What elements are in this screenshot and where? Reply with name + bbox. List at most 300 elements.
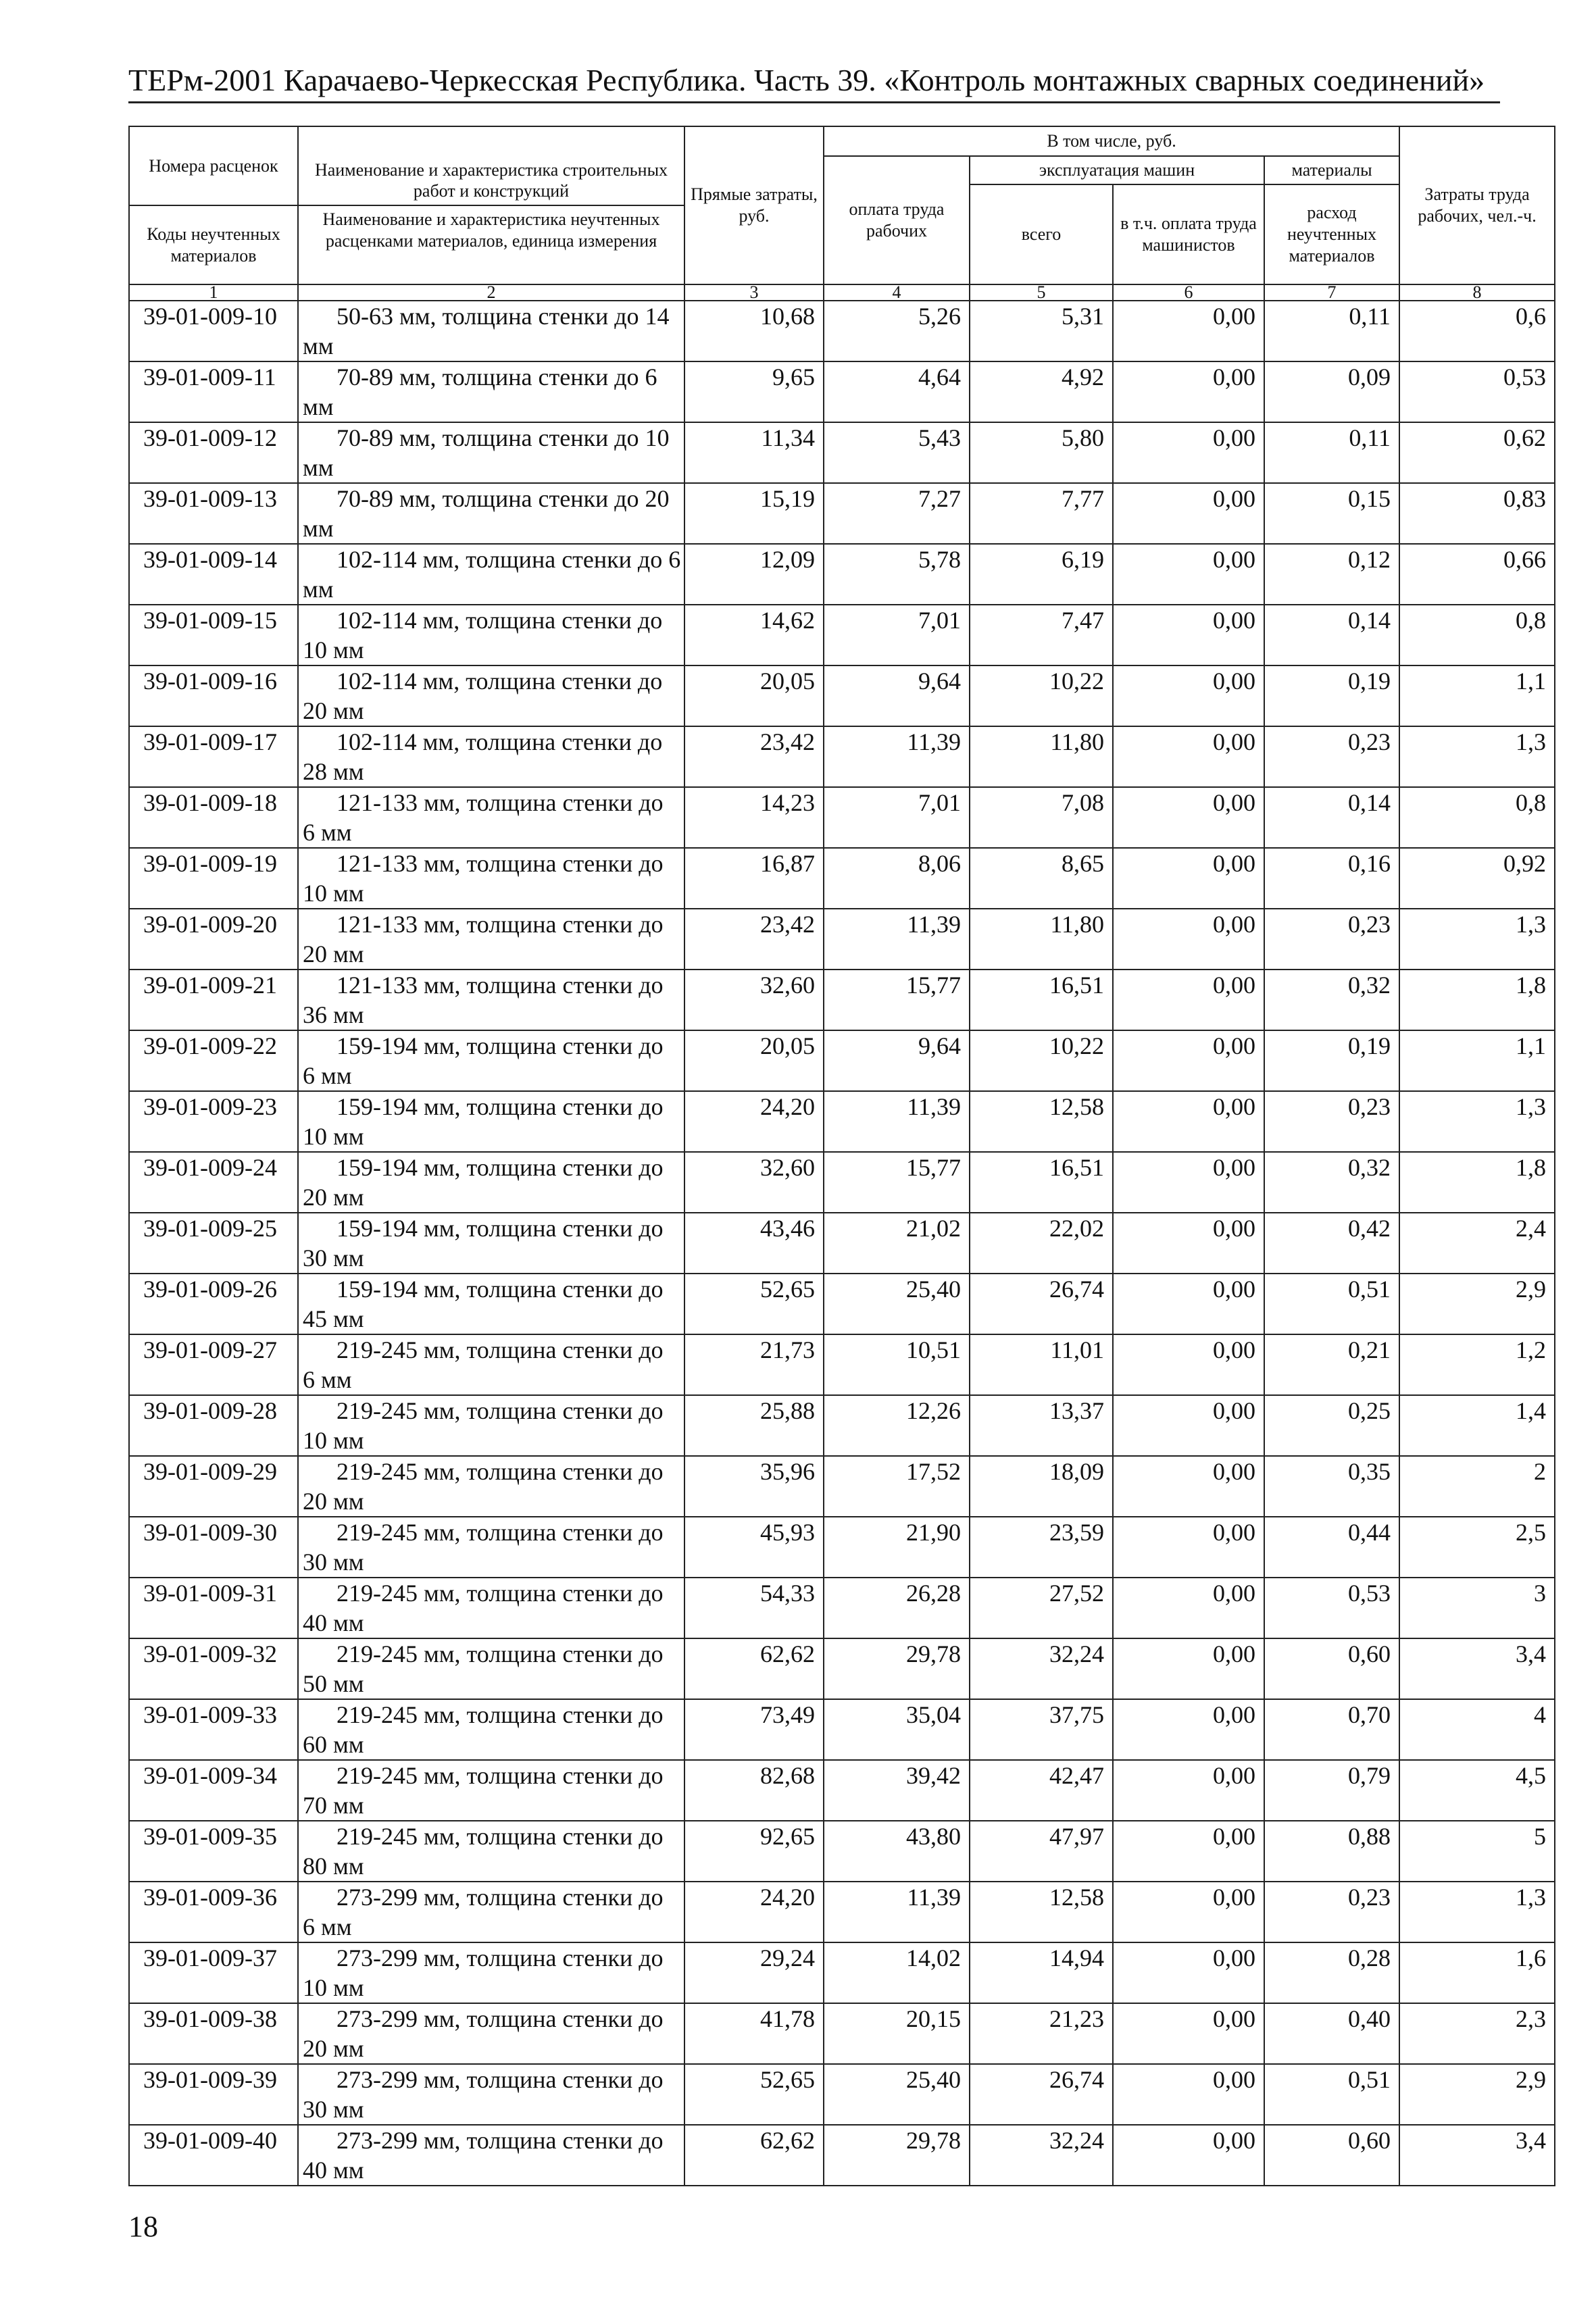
machines-total-cell: 11,01	[970, 1334, 1113, 1395]
materials-cell: 0,88	[1264, 1821, 1399, 1882]
table-row	[129, 1152, 1555, 1213]
rate-code: 39-01-009-28	[129, 1395, 298, 1456]
table-row	[129, 1699, 1555, 1760]
direct-costs: 45,93	[684, 1517, 824, 1578]
labor-cell: 1,2	[1399, 1334, 1555, 1395]
materials-cell: 0,12	[1264, 544, 1399, 605]
rate-description-text: 121-133 мм, толщина стенки до 10 мм	[303, 850, 664, 907]
materials-cell: 0,11	[1264, 301, 1399, 361]
rate-description-text: 70-89 мм, толщина стенки до 10 мм	[303, 424, 670, 481]
labor-cell: 1,4	[1399, 1395, 1555, 1456]
rate-description	[298, 1395, 684, 1456]
rate-description	[298, 726, 684, 787]
table-row	[129, 1091, 1555, 1152]
wages-cell: 25,40	[824, 2064, 970, 2125]
header-material-name: Наименование и характеристика неучтенных расценками материалов, единица измерения	[322, 209, 660, 251]
wages-cell: 9,64	[824, 665, 970, 726]
machines-total-cell: 22,02	[970, 1213, 1113, 1274]
wages-cell: 29,78	[824, 2125, 970, 2186]
materials-cell: 0,79	[1264, 1760, 1399, 1821]
rate-description-text: 102-114 мм, толщина стенки до 28 мм	[303, 728, 663, 785]
materials-cell: 0,60	[1264, 1638, 1399, 1699]
rate-description	[298, 1274, 684, 1334]
rate-description-text: 121-133 мм, толщина стенки до 36 мм	[303, 972, 664, 1028]
direct-costs: 23,42	[684, 726, 824, 787]
machines-total-cell: 12,58	[970, 1882, 1113, 1942]
labor-cell: 0,66	[1399, 544, 1555, 605]
header-materials-expense: расход неучтенных материалов	[1264, 184, 1399, 284]
direct-costs: 20,05	[684, 665, 824, 726]
labor-cell: 0,83	[1399, 483, 1555, 544]
rate-description-text: 121-133 мм, толщина стенки до 6 мм	[303, 789, 664, 846]
rate-description-text: 159-194 мм, толщина стенки до 45 мм	[303, 1276, 664, 1332]
materials-cell: 0,51	[1264, 1274, 1399, 1334]
rate-code: 39-01-009-19	[129, 848, 298, 909]
materials-cell: 0,15	[1264, 483, 1399, 544]
rate-description-text: 159-194 мм, толщина стенки до 30 мм	[303, 1215, 664, 1272]
rate-description	[298, 1334, 684, 1395]
header-codes	[129, 126, 298, 284]
rate-description	[298, 1517, 684, 1578]
rate-code: 39-01-009-20	[129, 909, 298, 970]
wages-cell: 15,77	[824, 970, 970, 1030]
rate-code: 39-01-009-13	[129, 483, 298, 544]
wages-cell: 43,80	[824, 1821, 970, 1882]
machines-total-cell: 12,58	[970, 1091, 1113, 1152]
labor-cell: 3,4	[1399, 2125, 1555, 2186]
labor-cell: 0,62	[1399, 422, 1555, 483]
rate-code: 39-01-009-40	[129, 2125, 298, 2186]
machines-wages-cell: 0,00	[1113, 909, 1264, 970]
rate-description	[298, 787, 684, 848]
machines-total-cell: 5,31	[970, 301, 1113, 361]
table-row	[129, 1578, 1555, 1638]
rate-description-text: 219-245 мм, толщина стенки до 20 мм	[303, 1458, 664, 1515]
table-row	[129, 726, 1555, 787]
rate-description	[298, 1821, 684, 1882]
wages-cell: 7,27	[824, 483, 970, 544]
rate-description-text: 273-299 мм, толщина стенки до 6 мм	[303, 1884, 664, 1940]
rate-code: 39-01-009-31	[129, 1578, 298, 1638]
machines-total-cell: 10,22	[970, 1030, 1113, 1091]
rate-description-text: 159-194 мм, толщина стенки до 20 мм	[303, 1154, 664, 1211]
column-number: 8	[1399, 284, 1555, 301]
wages-cell: 4,64	[824, 361, 970, 422]
machines-wages-cell: 0,00	[1113, 1030, 1264, 1091]
machines-wages-cell: 0,00	[1113, 1517, 1264, 1578]
rate-code: 39-01-009-18	[129, 787, 298, 848]
labor-cell: 2,9	[1399, 2064, 1555, 2125]
machines-wages-cell: 0,00	[1113, 1942, 1264, 2003]
table-row	[129, 361, 1555, 422]
machines-total-cell: 7,47	[970, 605, 1113, 665]
machines-total-cell: 7,08	[970, 787, 1113, 848]
direct-costs: 41,78	[684, 2003, 824, 2064]
rate-description-text: 219-245 мм, толщина стенки до 80 мм	[303, 1823, 664, 1880]
direct-costs: 10,68	[684, 301, 824, 361]
direct-costs: 92,65	[684, 1821, 824, 1882]
labor-cell: 2,9	[1399, 1274, 1555, 1334]
rate-description-text: 273-299 мм, толщина стенки до 10 мм	[303, 1944, 664, 2001]
wages-cell: 11,39	[824, 726, 970, 787]
rate-description	[298, 1638, 684, 1699]
rate-code: 39-01-009-22	[129, 1030, 298, 1091]
wages-cell: 11,39	[824, 1882, 970, 1942]
direct-costs: 15,19	[684, 483, 824, 544]
machines-wages-cell: 0,00	[1113, 361, 1264, 422]
header-machines: эксплуатация машин	[970, 156, 1264, 184]
machines-wages-cell: 0,00	[1113, 1638, 1264, 1699]
rate-description	[298, 665, 684, 726]
machines-wages-cell: 0,00	[1113, 726, 1264, 787]
wages-cell: 26,28	[824, 1578, 970, 1638]
labor-cell: 3,4	[1399, 1638, 1555, 1699]
direct-costs: 24,20	[684, 1091, 824, 1152]
table-row	[129, 1638, 1555, 1699]
machines-total-cell: 11,80	[970, 726, 1113, 787]
materials-cell: 0,11	[1264, 422, 1399, 483]
wages-cell: 9,64	[824, 1030, 970, 1091]
rate-description-text: 273-299 мм, толщина стенки до 30 мм	[303, 2066, 664, 2123]
direct-costs: 54,33	[684, 1578, 824, 1638]
machines-total-cell: 37,75	[970, 1699, 1113, 1760]
rate-description	[298, 2003, 684, 2064]
materials-cell: 0,28	[1264, 1942, 1399, 2003]
wages-cell: 10,51	[824, 1334, 970, 1395]
table-row	[129, 970, 1555, 1030]
rate-code: 39-01-009-14	[129, 544, 298, 605]
machines-total-cell: 18,09	[970, 1456, 1113, 1517]
materials-cell: 0,23	[1264, 726, 1399, 787]
machines-total-cell: 10,22	[970, 665, 1113, 726]
machines-wages-cell: 0,00	[1113, 605, 1264, 665]
direct-costs: 43,46	[684, 1213, 824, 1274]
table-row	[129, 1334, 1555, 1395]
rate-code: 39-01-009-36	[129, 1882, 298, 1942]
rate-description-text: 159-194 мм, толщина стенки до 10 мм	[303, 1093, 664, 1150]
labor-cell: 2,3	[1399, 2003, 1555, 2064]
materials-cell: 0,16	[1264, 848, 1399, 909]
direct-costs: 21,73	[684, 1334, 824, 1395]
table-header	[129, 126, 1555, 301]
header-materials: материалы	[1264, 156, 1399, 184]
rate-description-text: 219-245 мм, толщина стенки до 60 мм	[303, 1701, 664, 1758]
table-row	[129, 544, 1555, 605]
rate-code: 39-01-009-11	[129, 361, 298, 422]
rate-description-text: 219-245 мм, толщина стенки до 10 мм	[303, 1397, 664, 1454]
wages-cell: 21,02	[824, 1213, 970, 1274]
table-row	[129, 848, 1555, 909]
rate-description-text: 102-114 мм, толщина стенки до 20 мм	[303, 668, 663, 724]
table-row	[129, 1882, 1555, 1942]
machines-wages-cell: 0,00	[1113, 1274, 1264, 1334]
machines-wages-cell: 0,00	[1113, 1821, 1264, 1882]
materials-cell: 0,32	[1264, 970, 1399, 1030]
materials-cell: 0,23	[1264, 1091, 1399, 1152]
materials-cell: 0,09	[1264, 361, 1399, 422]
wages-cell: 11,39	[824, 1091, 970, 1152]
rate-description	[298, 544, 684, 605]
wages-cell: 14,02	[824, 1942, 970, 2003]
rate-description-text: 273-299 мм, толщина стенки до 40 мм	[303, 2127, 664, 2184]
machines-total-cell: 8,65	[970, 848, 1113, 909]
table-row	[129, 1456, 1555, 1517]
materials-cell: 0,21	[1264, 1334, 1399, 1395]
rate-description-text: 102-114 мм, толщина стенки до 10 мм	[303, 607, 663, 663]
header-including: В том числе, руб.	[824, 126, 1399, 156]
header-machines-total: всего	[970, 184, 1113, 284]
rate-description	[298, 1456, 684, 1517]
wages-cell: 25,40	[824, 1274, 970, 1334]
machines-total-cell: 16,51	[970, 970, 1113, 1030]
table-row	[129, 1821, 1555, 1882]
machines-wages-cell: 0,00	[1113, 970, 1264, 1030]
labor-cell: 2,4	[1399, 1213, 1555, 1274]
rate-code: 39-01-009-24	[129, 1152, 298, 1213]
wages-cell: 35,04	[824, 1699, 970, 1760]
machines-total-cell: 26,74	[970, 1274, 1113, 1334]
rate-description	[298, 1699, 684, 1760]
table-row	[129, 2125, 1555, 2186]
rate-code: 39-01-009-16	[129, 665, 298, 726]
machines-wages-cell: 0,00	[1113, 483, 1264, 544]
machines-wages-cell: 0,00	[1113, 301, 1264, 361]
page-title: ТЕРм-2001 Карачаево-Черкесская Республика. Часть 39. «Контроль монтажных сварных соединений»	[128, 63, 1485, 97]
machines-total-cell: 47,97	[970, 1821, 1113, 1882]
rate-code: 39-01-009-35	[129, 1821, 298, 1882]
machines-wages-cell: 0,00	[1113, 787, 1264, 848]
header-rate-numbers: Номера расценок	[130, 127, 297, 206]
machines-total-cell: 32,24	[970, 1638, 1113, 1699]
labor-cell: 0,6	[1399, 301, 1555, 361]
wages-cell: 15,77	[824, 1152, 970, 1213]
labor-cell: 1,6	[1399, 1942, 1555, 2003]
machines-wages-cell: 0,00	[1113, 1213, 1264, 1274]
labor-cell: 2,5	[1399, 1517, 1555, 1578]
materials-cell: 0,14	[1264, 787, 1399, 848]
rate-code: 39-01-009-17	[129, 726, 298, 787]
rate-description	[298, 909, 684, 970]
rate-code: 39-01-009-37	[129, 1942, 298, 2003]
direct-costs: 52,65	[684, 2064, 824, 2125]
rate-description-text: 50-63 мм, толщина стенки до 14 мм	[303, 303, 670, 359]
wages-cell: 12,26	[824, 1395, 970, 1456]
rate-description-text: 159-194 мм, толщина стенки до 6 мм	[303, 1032, 664, 1089]
direct-costs: 23,42	[684, 909, 824, 970]
table-row	[129, 483, 1555, 544]
table-body	[129, 301, 1555, 2186]
rate-description	[298, 483, 684, 544]
materials-cell: 0,19	[1264, 1030, 1399, 1091]
rate-code: 39-01-009-33	[129, 1699, 298, 1760]
direct-costs: 24,20	[684, 1882, 824, 1942]
direct-costs: 52,65	[684, 1274, 824, 1334]
table-row	[129, 787, 1555, 848]
rate-description	[298, 422, 684, 483]
rate-description	[298, 1213, 684, 1274]
title-rule	[128, 101, 1500, 103]
labor-cell: 4,5	[1399, 1760, 1555, 1821]
direct-costs: 32,60	[684, 1152, 824, 1213]
rate-description	[298, 301, 684, 361]
table-row	[129, 605, 1555, 665]
rate-description	[298, 970, 684, 1030]
machines-wages-cell: 0,00	[1113, 1699, 1264, 1760]
rate-description	[298, 848, 684, 909]
wages-cell: 21,90	[824, 1517, 970, 1578]
labor-cell: 1,1	[1399, 1030, 1555, 1091]
header-machines-wages: в т.ч. оплата труда машинистов	[1113, 184, 1264, 284]
labor-cell: 0,53	[1399, 361, 1555, 422]
rate-description	[298, 1882, 684, 1942]
wages-cell: 8,06	[824, 848, 970, 909]
machines-total-cell: 32,24	[970, 2125, 1113, 2186]
header-material-codes: Коды неучтенных материалов	[147, 224, 280, 266]
labor-cell: 0,92	[1399, 848, 1555, 909]
materials-cell: 0,35	[1264, 1456, 1399, 1517]
table-row	[129, 909, 1555, 970]
header-names	[298, 126, 684, 284]
labor-cell: 2	[1399, 1456, 1555, 1517]
rate-description	[298, 1152, 684, 1213]
rate-code: 39-01-009-21	[129, 970, 298, 1030]
direct-costs: 29,24	[684, 1942, 824, 2003]
rate-description-text: 219-245 мм, толщина стенки до 50 мм	[303, 1640, 664, 1697]
wages-cell: 5,43	[824, 422, 970, 483]
table-row	[129, 1030, 1555, 1091]
table-row	[129, 1517, 1555, 1578]
rate-description-text: 273-299 мм, толщина стенки до 20 мм	[303, 2005, 664, 2062]
machines-total-cell: 6,19	[970, 544, 1113, 605]
rate-description-text: 70-89 мм, толщина стенки до 6 мм	[303, 363, 657, 420]
header-labor: Затраты труда рабочих, чел.-ч.	[1399, 126, 1555, 284]
labor-cell: 1,3	[1399, 909, 1555, 970]
wages-cell: 11,39	[824, 909, 970, 970]
machines-total-cell: 5,80	[970, 422, 1113, 483]
direct-costs: 14,62	[684, 605, 824, 665]
wages-cell: 5,78	[824, 544, 970, 605]
rate-description-text: 70-89 мм, толщина стенки до 20 мм	[303, 485, 670, 542]
materials-cell: 0,14	[1264, 605, 1399, 665]
machines-total-cell: 4,92	[970, 361, 1113, 422]
machines-wages-cell: 0,00	[1113, 1456, 1264, 1517]
direct-costs: 73,49	[684, 1699, 824, 1760]
rate-description-text: 102-114 мм, толщина стенки до 6 мм	[303, 546, 681, 603]
direct-costs: 11,34	[684, 422, 824, 483]
header-wages: оплата труда рабочих	[824, 156, 970, 284]
rate-description	[298, 2125, 684, 2186]
materials-cell: 0,25	[1264, 1395, 1399, 1456]
rate-description	[298, 1578, 684, 1638]
rate-code: 39-01-009-26	[129, 1274, 298, 1334]
rate-description-text: 219-245 мм, толщина стенки до 6 мм	[303, 1336, 664, 1393]
materials-cell: 0,23	[1264, 909, 1399, 970]
labor-cell: 0,8	[1399, 787, 1555, 848]
machines-total-cell: 11,80	[970, 909, 1113, 970]
labor-cell: 4	[1399, 1699, 1555, 1760]
machines-wages-cell: 0,00	[1113, 848, 1264, 909]
machines-wages-cell: 0,00	[1113, 1760, 1264, 1821]
rate-description	[298, 2064, 684, 2125]
wages-cell: 7,01	[824, 605, 970, 665]
materials-cell: 0,51	[1264, 2064, 1399, 2125]
materials-cell: 0,44	[1264, 1517, 1399, 1578]
machines-total-cell: 23,59	[970, 1517, 1113, 1578]
rate-code: 39-01-009-39	[129, 2064, 298, 2125]
machines-wages-cell: 0,00	[1113, 2064, 1264, 2125]
labor-cell: 1,8	[1399, 1152, 1555, 1213]
rate-code: 39-01-009-12	[129, 422, 298, 483]
page-number: 18	[128, 2210, 158, 2243]
column-number: 3	[684, 284, 824, 301]
machines-wages-cell: 0,00	[1113, 1395, 1264, 1456]
wages-cell: 29,78	[824, 1638, 970, 1699]
rate-description	[298, 1942, 684, 2003]
machines-wages-cell: 0,00	[1113, 1578, 1264, 1638]
rate-code: 39-01-009-10	[129, 301, 298, 361]
machines-total-cell: 21,23	[970, 2003, 1113, 2064]
rate-description	[298, 1091, 684, 1152]
rate-description	[298, 1030, 684, 1091]
direct-costs: 14,23	[684, 787, 824, 848]
direct-costs: 25,88	[684, 1395, 824, 1456]
direct-costs: 32,60	[684, 970, 824, 1030]
machines-wages-cell: 0,00	[1113, 1091, 1264, 1152]
table-row	[129, 665, 1555, 726]
rate-description-text: 219-245 мм, толщина стенки до 70 мм	[303, 1762, 664, 1819]
rate-code: 39-01-009-25	[129, 1213, 298, 1274]
machines-total-cell: 7,77	[970, 483, 1113, 544]
rate-code: 39-01-009-23	[129, 1091, 298, 1152]
machines-wages-cell: 0,00	[1113, 2125, 1264, 2186]
column-number: 1	[129, 284, 298, 301]
column-number: 7	[1264, 284, 1399, 301]
column-number: 5	[970, 284, 1113, 301]
rate-code: 39-01-009-34	[129, 1760, 298, 1821]
direct-costs: 82,68	[684, 1760, 824, 1821]
machines-total-cell: 16,51	[970, 1152, 1113, 1213]
materials-cell: 0,60	[1264, 2125, 1399, 2186]
direct-costs: 62,62	[684, 2125, 824, 2186]
materials-cell: 0,23	[1264, 1882, 1399, 1942]
direct-costs: 20,05	[684, 1030, 824, 1091]
table-row	[129, 1213, 1555, 1274]
machines-total-cell: 13,37	[970, 1395, 1113, 1456]
column-number: 4	[824, 284, 970, 301]
machines-total-cell: 26,74	[970, 2064, 1113, 2125]
rate-code: 39-01-009-32	[129, 1638, 298, 1699]
direct-costs: 35,96	[684, 1456, 824, 1517]
direct-costs: 9,65	[684, 361, 824, 422]
column-number: 6	[1113, 284, 1264, 301]
header-direct-costs: Прямые затраты, руб.	[684, 126, 824, 284]
wages-cell: 39,42	[824, 1760, 970, 1821]
materials-cell: 0,70	[1264, 1699, 1399, 1760]
wages-cell: 7,01	[824, 787, 970, 848]
rate-code: 39-01-009-15	[129, 605, 298, 665]
rate-description	[298, 361, 684, 422]
column-number-row	[129, 284, 1555, 301]
labor-cell: 1,3	[1399, 1882, 1555, 1942]
materials-cell: 0,42	[1264, 1213, 1399, 1274]
machines-total-cell: 14,94	[970, 1942, 1113, 2003]
rate-description	[298, 605, 684, 665]
machines-total-cell: 27,52	[970, 1578, 1113, 1638]
table-row	[129, 301, 1555, 361]
rate-description-text: 219-245 мм, толщина стенки до 30 мм	[303, 1519, 664, 1576]
rate-code: 39-01-009-30	[129, 1517, 298, 1578]
table-row	[129, 422, 1555, 483]
